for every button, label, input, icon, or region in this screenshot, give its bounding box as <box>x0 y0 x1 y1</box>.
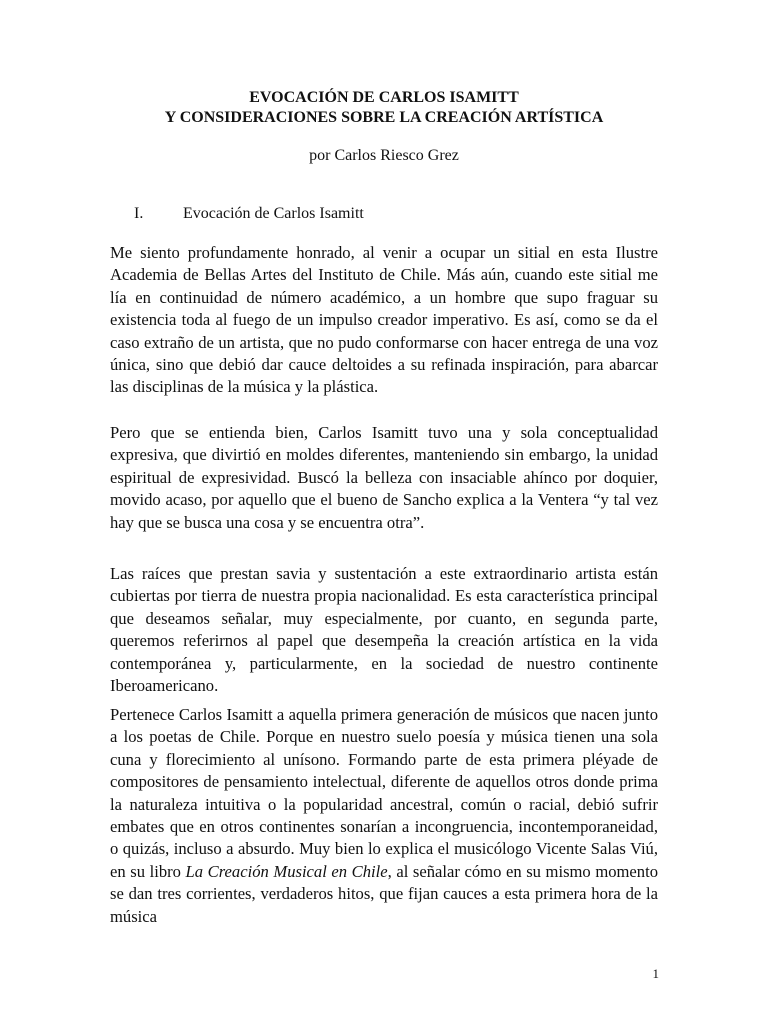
paragraph-2: Pero que se entienda bien, Carlos Isamitt tuvo una y sola conceptualidad expresiva, que divirtió en moldes diferentes, manteniendo sin embargo, la unidad espiritual de expresividad. Buscó la belleza con insaciable ahínco por doquier, movido acaso, por aquello que el bueno de Sancho explica a la Ventera “y tal vez hay que se busca una cosa y se encuentra otra”. <box>110 423 658 532</box>
author-byline: por Carlos Riesco Grez <box>309 147 459 164</box>
document-title-line-1: EVOCACIÓN DE CARLOS ISAMITT <box>249 89 519 106</box>
paragraph-4 <box>110 704 658 928</box>
section-number: I. <box>134 205 144 222</box>
page-number: 1 <box>652 966 659 981</box>
paragraph-1: Me siento profundamente honrado, al venir a ocupar un sitial en esta Ilustre Academia de Bellas Artes del Instituto de Chile. Más aún, cuando este sitial me lía en continuidad de número académico, a un hombre que supo fraguar su existencia toda al fuego de un impulso creador imperativo. Es así, como se da el caso extraño de un artista, que no pudo conformarse con hacer entrega de una voz única, sino que debió dar cauce deltoides a su refinada inspiración, para abarcar las disciplinas de la música y la plástica. <box>110 243 658 397</box>
paragraph-4-text-end: , al señalar cómo en su mismo momento se dan tres corrientes, verdaderos hitos, que fijan cauces a esta primera hora de la música <box>110 861 658 926</box>
paragraph-3: Las raíces que prestan savia y sustentación a este extraordinario artista están cubiertas por tierra de nuestra propia nacionalidad. Es esta característica principal que deseamos señalar, muy especialmente, por cuanto, en segunda parte, queremos referirnos al papel que desempeña la creación artística en la vida contemporánea y, particularmente, en la sociedad de nuestro continente Iberoamericano. <box>110 564 658 696</box>
paragraph-4-text-start: Pertenece Carlos Isamitt a aquella primera generación de músicos que nacen junto a los poetas de Chile. Porque en nuestro suelo poesía y música tienen una sola cuna y florecimiento al unísono. Formando parte de esta primera pléyade de compositores de pensamiento intelectual, diferente de aquellos otros donde prima la naturaleza intuitiva o la popularidad ancestral, común o racial, debió sufrir embates que en otros continentes sonarían a incongruencia, incontemporaneidad, o quizás, incluso a absurdo. Muy bien lo explica el musicólogo Vicente Salas Viú, en su libro <box>110 705 658 881</box>
document-title-line-2: Y CONSIDERACIONES SOBRE LA CREACIÓN ARTÍSTICA <box>164 109 604 126</box>
section-title: Evocación de Carlos Isamitt <box>183 205 364 222</box>
book-title: La Creación Musical en Chile <box>185 861 388 881</box>
